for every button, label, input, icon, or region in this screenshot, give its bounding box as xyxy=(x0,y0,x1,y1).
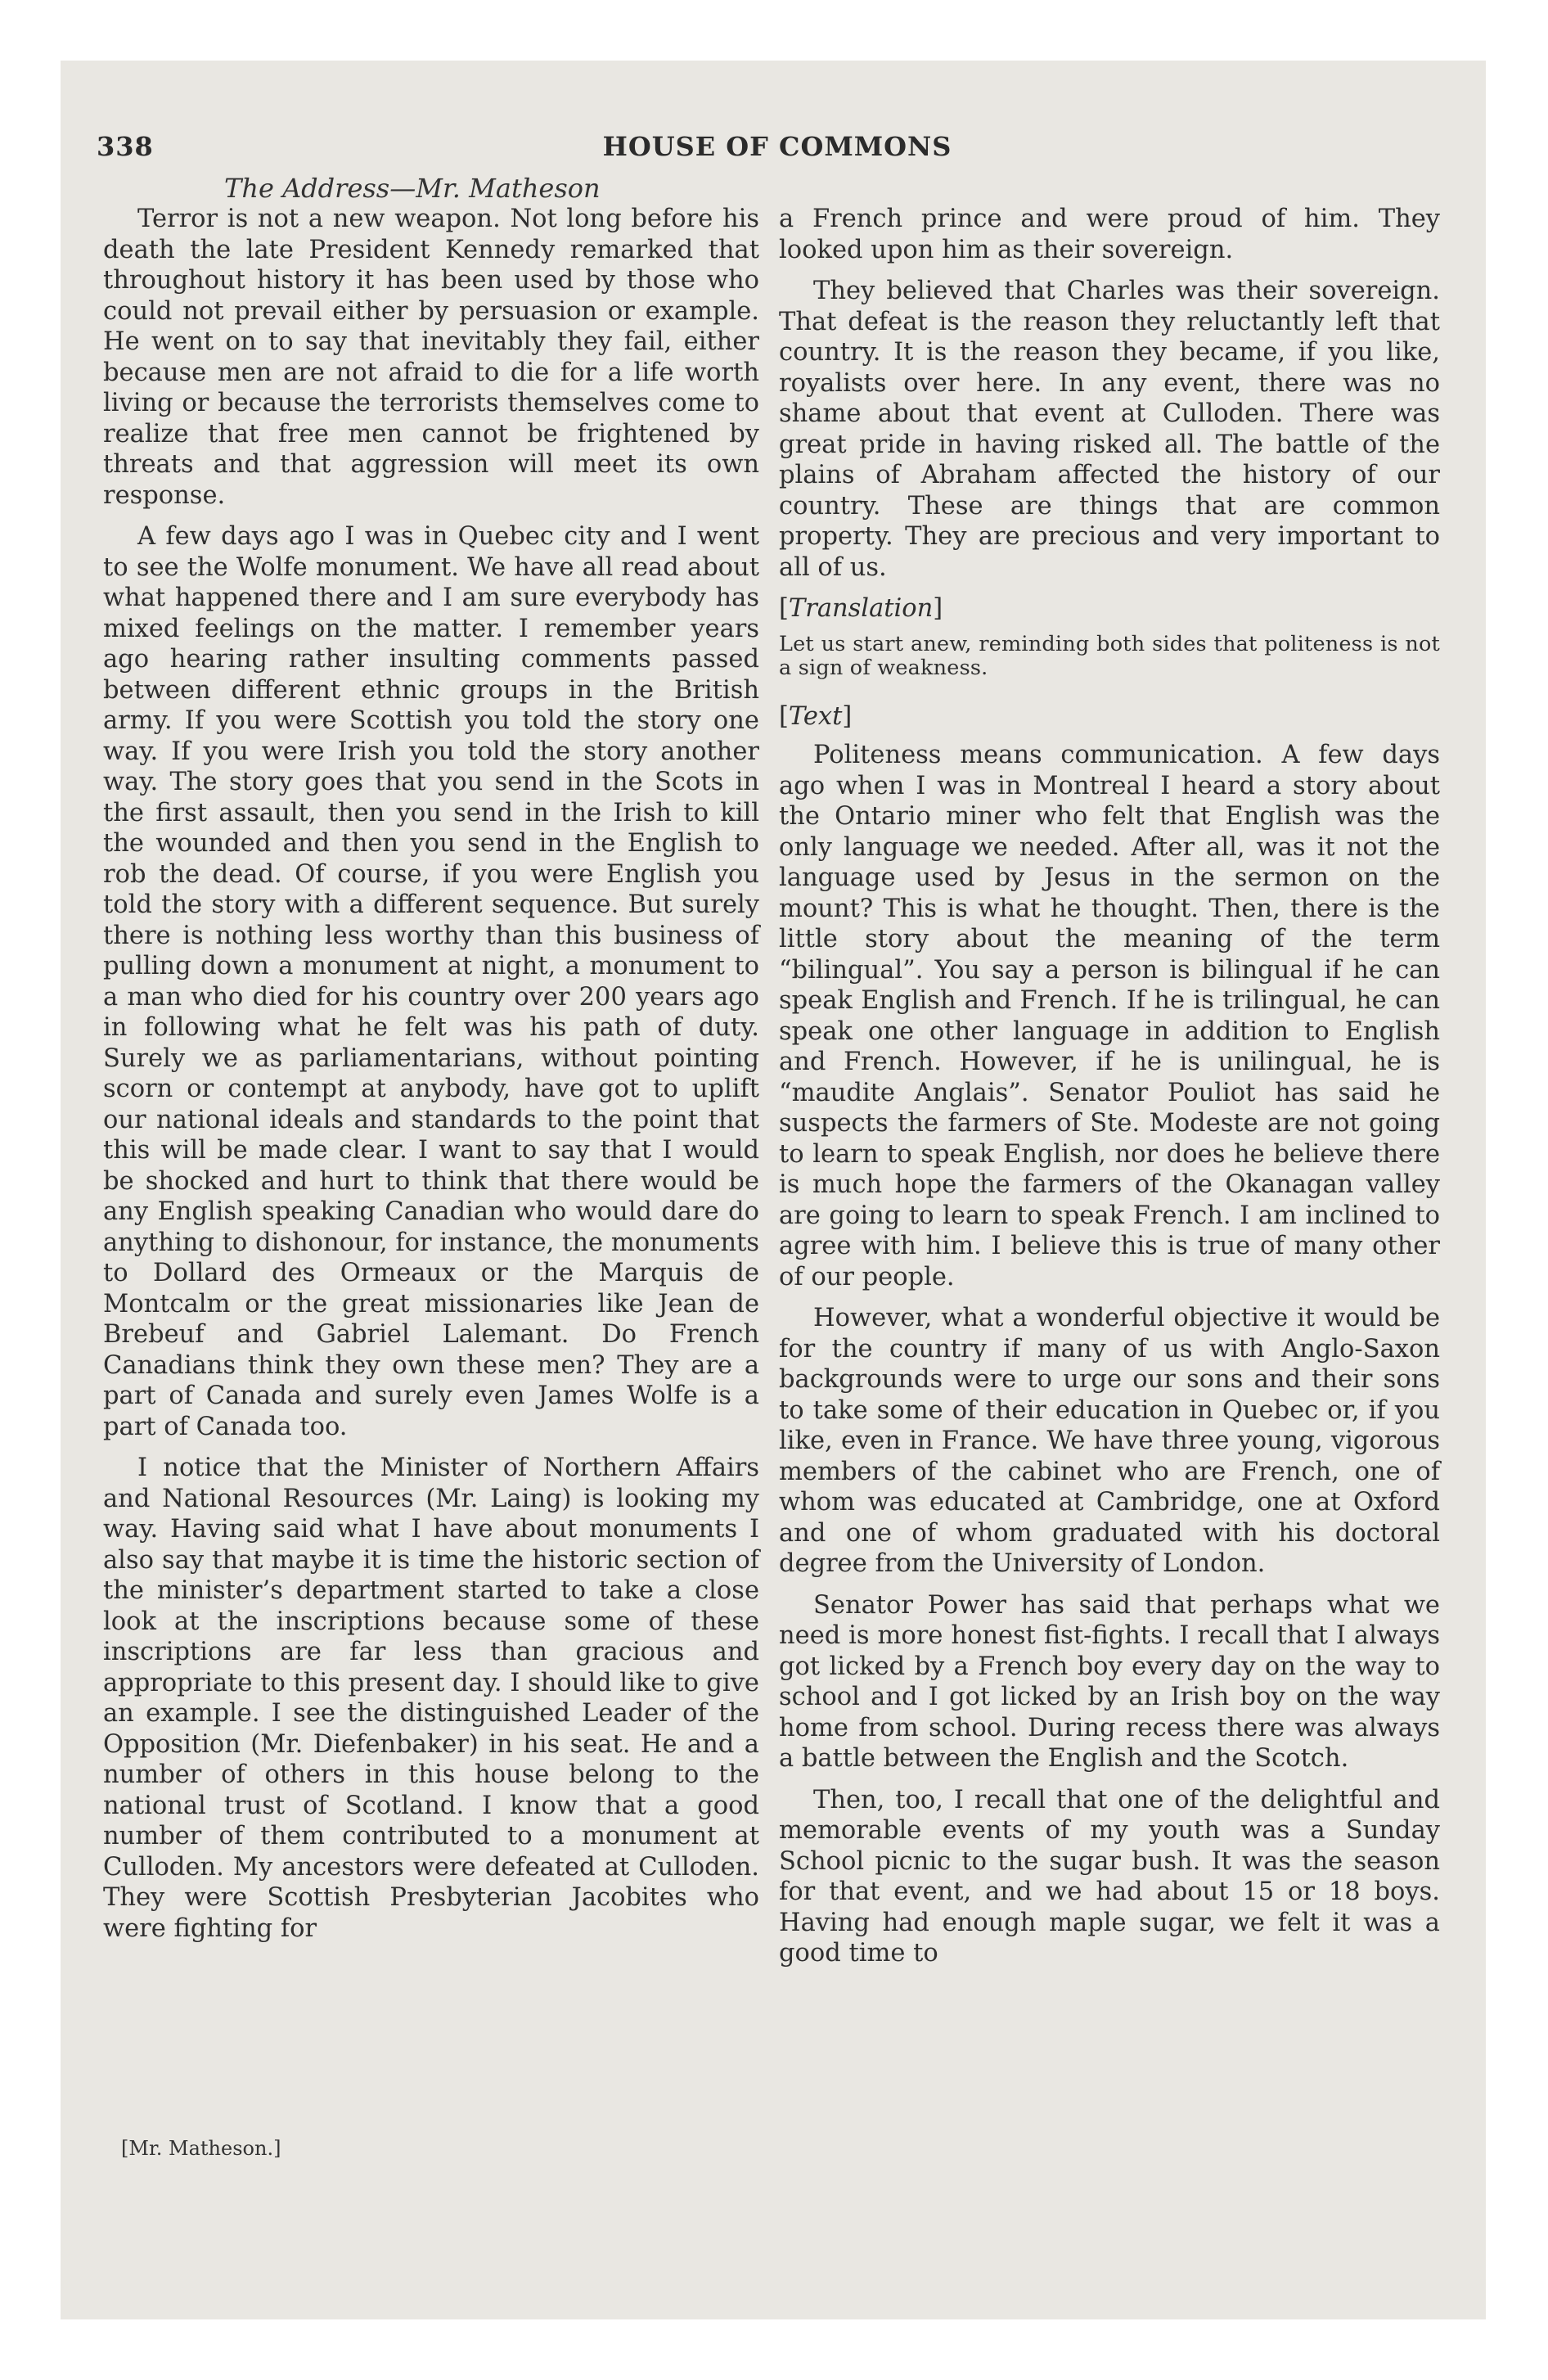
running-head: HOUSE OF COMMONS xyxy=(602,131,952,162)
body-paragraph: Terror is not a new weapon. Not long before his death the late President Kennedy remarked that throughout history it has been used by those who could not prevail either by persuasion or example. He went on to say that inevitably they fail, either because men are not afraid to die for a life worth living or because the terrorists themselves come to realize that free men cannot be frightened by threats and that aggression will meet its own response. xyxy=(103,205,759,510)
translation-label: [Translation] xyxy=(779,594,943,623)
body-paragraph: However, what a wonderful objective it would be for the country if many of us with Anglo-Saxon backgrounds were to urge our sons and their sons to take some of their education in Quebec or, if you like, even in France. We have three young, vigorous members of the cabinet who are French, one of whom was educated at Cambridge, one at Oxford and one of whom graduated with his doctoral degree from the University of London. xyxy=(779,1304,1440,1578)
page-number: 338 xyxy=(97,131,154,162)
body-paragraph-continued: a French prince and were proud of him. They looked upon him as their sovereign. xyxy=(779,205,1440,264)
body-paragraph: Politeness means communication. A few days ago when I was in Montreal I heard a story about the Ontario miner who felt that English was the only language we needed. After all, was it not the language used by Jesus in the sermon on the mount? This is what he thought. Then, there is the little story about the meaning of the term “bilingual”. You say a person is bilingual if he can speak English and French. If he is trilingual, he can speak one other language in addition to English and French. However, if he is unilingual, he is “maudite Anglais”. Senator Pouliot has said he suspects the farmers of Ste. Modeste are not going to learn to speak English, nor does he believe there is much hope the farmers of the Okanagan valley are going to learn to speak French. I am inclined to agree with him. I believe this is true of many other of our people. xyxy=(779,741,1440,1291)
speaker-footer: [Mr. Matheson.] xyxy=(121,2137,281,2160)
body-paragraph: They believed that Charles was their sovereign. That defeat is the reason they reluctantly left that country. It is the reason they became, if you like, royalists over here. In any event, there was no shame about that event at Culloden. There was great pride in having risked all. The battle of the plains of Abraham affected the history of our country. These are things that are common property. They are precious and very important to all of us. xyxy=(779,277,1440,582)
right-column xyxy=(779,204,1440,1969)
text-label: [Text] xyxy=(779,701,853,731)
section-heading: The Address—Mr. Matheson xyxy=(224,173,601,204)
body-paragraph: Then, too, I recall that one of the delightful and memorable events of my youth was a Sunday School picnic to the sugar bush. It was the season for that event, and we had about 15 or 18 boys. Having had enough maple sugar, we felt it was a good time to xyxy=(779,1785,1440,1968)
body-paragraph: A few days ago I was in Quebec city and I went to see the Wolfe monument. We have all read about what happened there and I am sure everybody has mixed feelings on the matter. I remember years ago hearing rather insulting comments passed between different ethnic groups in the British army. If you were Scottish you told the story one way. If you were Irish you told the story another way. The story goes that you send in the Scots in the first assault, then you send in the Irish to kill the wounded and then you send in the English to rob the dead. Of course, if you were English you told the story with a different sequence. But surely there is nothing less worthy than this business of pulling down a monument at night, a monument to a man who died for his country over 200 years ago in following what he felt was his path of duty. Surely we as parliamentarians, without pointing scorn or contempt at anybody, have got to uplift our national ideals and standards to the point that this will be made clear. I want to say that I would be shocked and hurt to think that there would be any English speaking Canadian who would dare do anything to dishonour, for instance, the monuments to Dollard des Ormeaux or the Marquis de Montcalm or the great missionaries like Jean de Brebeuf and Gabriel Lalemant. Do French Canadians think they own these men? They are a part of Canada and surely even James Wolfe is a part of Canada too. xyxy=(103,522,759,1441)
left-column xyxy=(103,204,759,1944)
translation-text: Let us start anew, reminding both sides that politeness is not a sign of weakness. xyxy=(779,631,1440,680)
body-paragraph: Senator Power has said that perhaps what we need is more honest fist-fights. I recall that I always got licked by a French boy every day on the way to school and I got licked by an Irish boy on the way home from school. During recess there was always a battle between the English and the Scotch. xyxy=(779,1590,1440,1773)
body-paragraph: I notice that the Minister of Northern Affairs and National Resources (Mr. Laing) is looking my way. Having said what I have about monuments I also say that maybe it is time the historic section of the minister’s department started to take a close look at the inscriptions because some of these inscriptions are far less than gracious and appropriate to this present day. I should like to give an example. I see the distinguished Leader of the Opposition (Mr. Diefenbaker) in his seat. He and a number of others in this house belong to the national trust of Scotland. I know that a good number of them contributed to a monument at Culloden. My ancestors were defeated at Culloden. They were Scottish Presbyterian Jacobites who were fighting for xyxy=(103,1454,759,1943)
